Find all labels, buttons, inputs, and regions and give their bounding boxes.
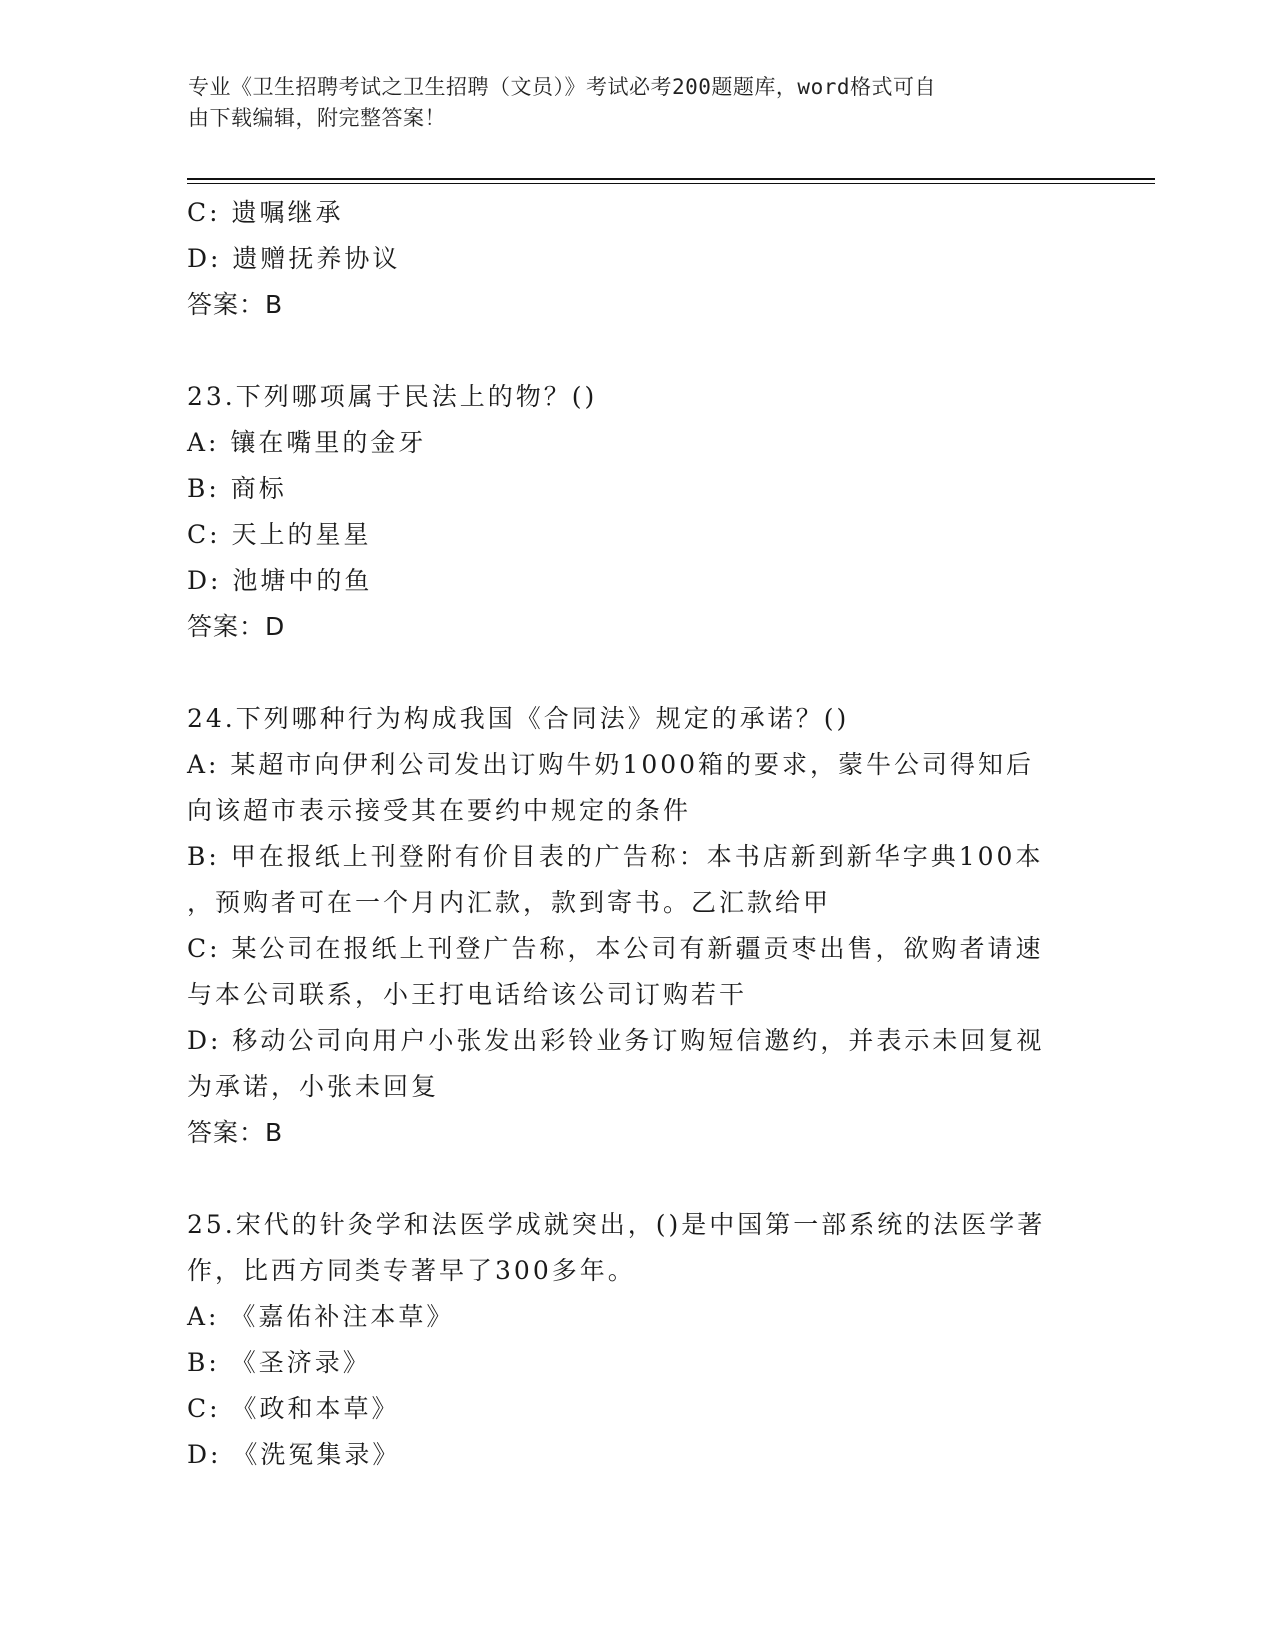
question-text-line-1: 25.宋代的针灸学和法医学成就突出，()是中国第一部系统的法医学著	[187, 1210, 1046, 1239]
spacer	[187, 328, 1077, 374]
header-line-1: 专业《卫生招聘考试之卫生招聘（文员）》考试必考200题题库，word格式可自	[188, 75, 936, 99]
option-c: C: 《政和本草》	[187, 1394, 400, 1423]
option-a: A: 镶在嘴里的金牙	[187, 428, 427, 457]
spacer	[187, 1156, 1077, 1202]
answer-line: 答案：D	[187, 612, 286, 641]
option-d: D: 《洗冤集录》	[187, 1440, 401, 1469]
option-d: D: 遗赠抚养协议	[187, 244, 401, 273]
question-24	[187, 696, 1077, 1156]
option-a: A: 《嘉佑补注本草》	[187, 1302, 455, 1331]
option-c-line-2: 与本公司联系，小王打电话给该公司订购若干	[187, 980, 748, 1009]
question-25	[187, 1202, 1077, 1478]
option-b: B: 商标	[187, 474, 287, 503]
option-a-line-2: 向该超市表示接受其在要约中规定的条件	[187, 796, 692, 825]
option-c: C: 天上的星星	[187, 520, 372, 549]
option-b-line-1: B: 甲在报纸上刊登附有价目表的广告称：本书店新到新华字典100本	[187, 842, 1044, 871]
question-text: 24.下列哪种行为构成我国《合同法》规定的承诺？()	[187, 704, 850, 733]
spacer	[187, 650, 1077, 696]
answer-line: 答案：B	[187, 1118, 284, 1147]
option-c: C: 遗嘱继承	[187, 198, 344, 227]
option-b: B: 《圣济录》	[187, 1348, 371, 1377]
option-b-line-2: ，预购者可在一个月内汇款，款到寄书。乙汇款给甲	[187, 888, 832, 917]
option-d-line-2: 为承诺，小张未回复	[187, 1072, 440, 1101]
header-line-2: 由下载编辑，附完整答案！	[188, 106, 446, 130]
question-text: 23.下列哪项属于民法上的物？()	[187, 382, 598, 411]
question-text-line-2: 作，比西方同类专著早了300多年。	[187, 1256, 636, 1285]
document-header	[188, 72, 1068, 134]
option-c-line-1: C: 某公司在报纸上刊登广告称，本公司有新疆贡枣出售，欲购者请速	[187, 934, 1044, 963]
header-divider-thin	[187, 183, 1155, 184]
option-d-line-1: D: 移动公司向用户小张发出彩铃业务订购短信邀约，并表示未回复视	[187, 1026, 1045, 1055]
option-a-line-1: A: 某超市向伊利公司发出订购牛奶1000箱的要求，蒙牛公司得知后	[187, 750, 1035, 779]
option-d: D: 池塘中的鱼	[187, 566, 373, 595]
header-divider-thick	[187, 178, 1155, 180]
question-23	[187, 374, 1077, 650]
answer-line: 答案：B	[187, 290, 284, 319]
question-22-tail	[187, 190, 1077, 328]
document-body	[187, 190, 1077, 1478]
